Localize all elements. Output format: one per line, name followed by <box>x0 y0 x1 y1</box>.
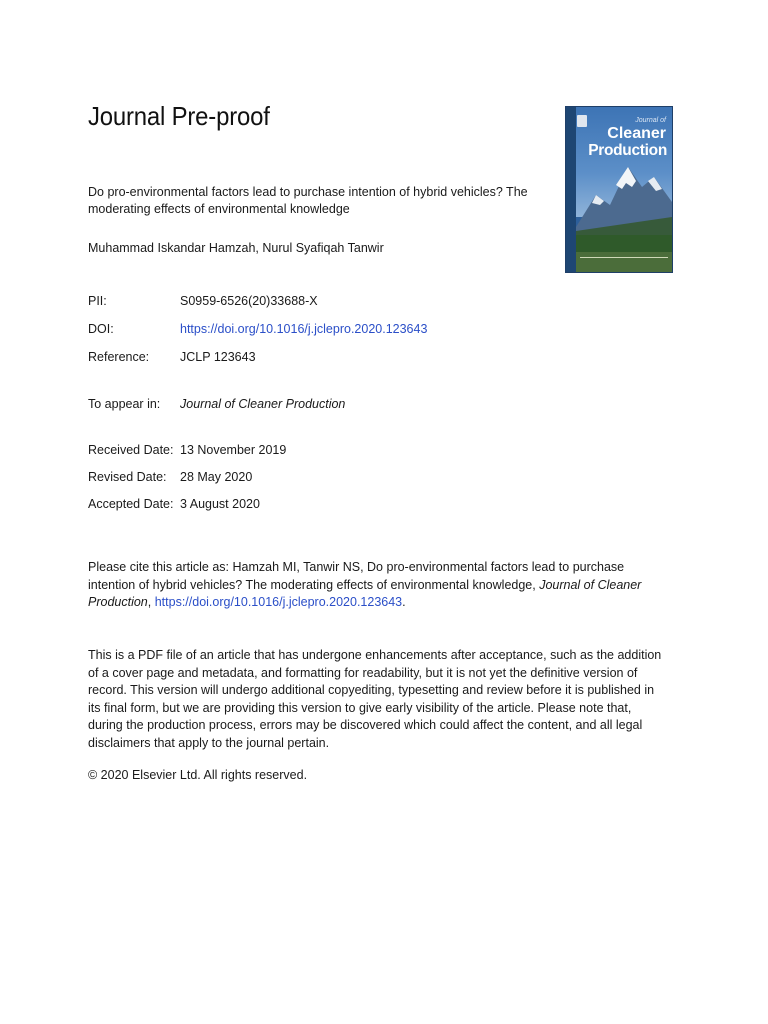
meta-revised-label: Revised Date: <box>88 470 167 484</box>
meta-accepted-value: 3 August 2020 <box>180 497 260 511</box>
page-title: Journal Pre-proof <box>88 101 270 131</box>
meta-reference-label: Reference: <box>88 350 150 364</box>
citation-text: Please cite this article as: Hamzah MI, Tanwir NS, Do pro-environmental factors lead to purchase intention of hybrid vehicles? The moderating effects of environmental knowledge, <box>88 560 625 592</box>
article-title: Do pro-environmental factors lead to purchase intention of hybrid vehicles? The moderating effects of environmental knowledge <box>88 185 528 216</box>
meta-accepted-label: Accepted Date: <box>88 497 174 511</box>
meta-doi-row <box>88 322 427 336</box>
preproof-notice: This is a PDF file of an article that has undergone enhancements after acceptance, such as the addition of a cover page and metadata, and formatting for readability, but it is not yet the definitive version of record. This version will undergo additional copyediting, typesetting and review before it is published in its final form, but we are providing this version to give early visibility of the article. Please note that, during the production process, errors may be discovered which could affect the content, and all legal disclaimers that apply to the journal pertain. <box>88 648 662 750</box>
citation-paragraph <box>88 559 668 612</box>
journal-cover-image <box>565 106 673 273</box>
cover-mountain-graphic <box>576 147 672 242</box>
meta-pii-row <box>88 294 318 308</box>
cover-journal-of: Journal of <box>635 117 666 124</box>
meta-revised-value: 28 May 2020 <box>180 470 253 484</box>
citation-doi-link[interactable]: https://doi.org/10.1016/j.jclepro.2020.123643 <box>154 595 403 609</box>
cover-side-strip <box>566 107 576 272</box>
meta-appear-value: Journal of Cleaner Production <box>180 397 346 411</box>
cover-footer-rule <box>580 257 668 268</box>
meta-received-row <box>88 443 286 457</box>
meta-received-value: 13 November 2019 <box>180 443 287 457</box>
meta-appear-row <box>88 397 345 411</box>
meta-received-label: Received Date: <box>88 443 174 457</box>
meta-appear-label: To appear in: <box>88 397 161 411</box>
citation-separator: , <box>147 595 155 609</box>
meta-doi-label: DOI: <box>88 322 114 336</box>
citation-journal: Journal of Cleaner Production <box>88 577 642 609</box>
cover-title-cleaner: Cleaner <box>607 125 666 142</box>
elsevier-logo-icon <box>577 115 587 127</box>
citation-end: . <box>402 595 406 609</box>
meta-accepted-row <box>88 497 260 511</box>
meta-pii-label: PII: <box>88 294 107 308</box>
meta-reference-value: JCLP 123643 <box>180 350 256 364</box>
cover-title-production: Production <box>588 142 667 159</box>
meta-doi-link[interactable]: https://doi.org/10.1016/j.jclepro.2020.123643 <box>180 322 428 336</box>
copyright-notice: © 2020 Elsevier Ltd. All rights reserved. <box>88 768 308 782</box>
meta-revised-row <box>88 470 252 484</box>
meta-pii-value: S0959-6526(20)33688-X <box>180 294 318 308</box>
article-authors: Muhammad Iskandar Hamzah, Nurul Syafiqah Tanwir <box>88 241 384 255</box>
meta-reference-row <box>88 350 256 364</box>
